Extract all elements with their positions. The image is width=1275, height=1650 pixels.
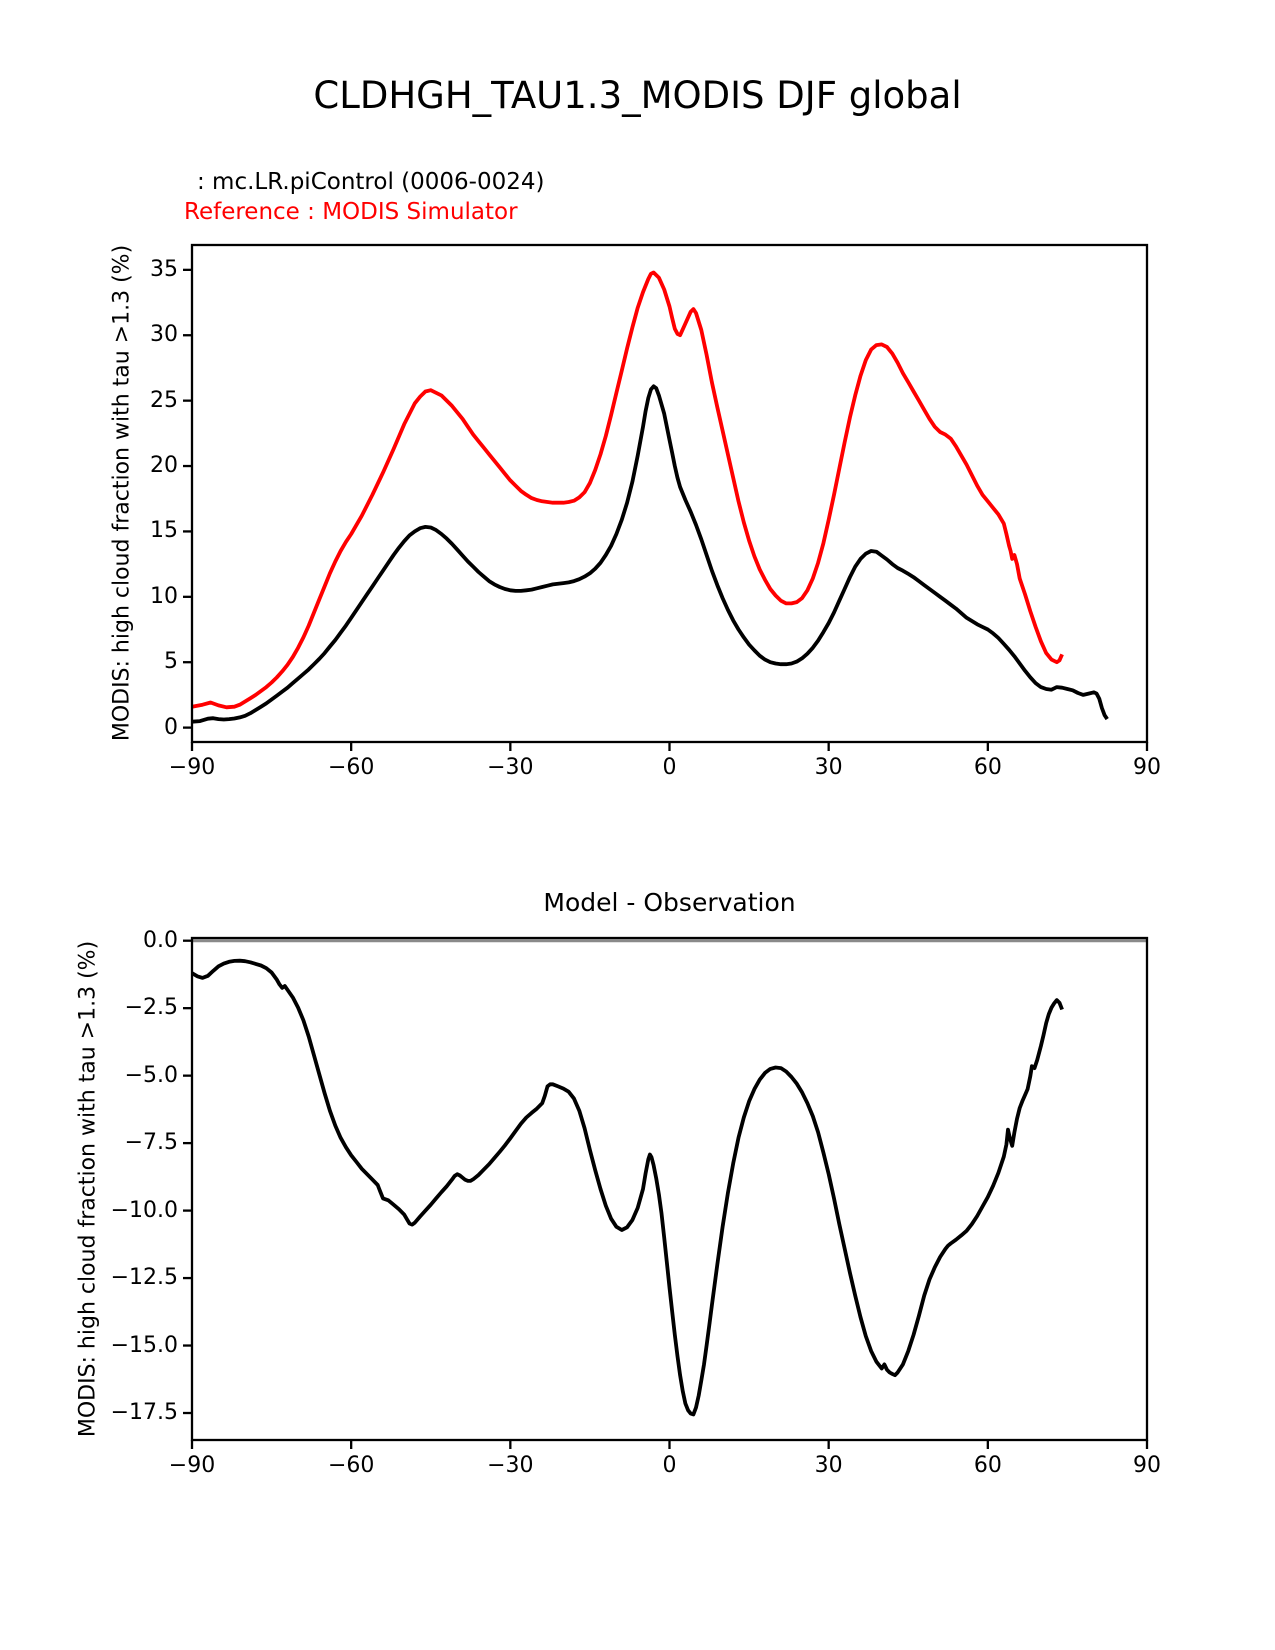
bottom-chart-ylabel: MODIS: high cloud fraction with tau >1.3 (%) [75, 940, 101, 1438]
top-ytick-label-7: 35 [150, 256, 178, 282]
bottom-ytick-label-7: −17.5 [110, 1400, 178, 1425]
top-ytick-label-2: 10 [150, 583, 178, 609]
top-xtick-label-5: 60 [973, 755, 1002, 780]
top-curve-model [192, 386, 1107, 721]
bottom-xtick-label-4: 30 [814, 1453, 843, 1478]
top-ytick-label-0: 0 [164, 714, 178, 740]
top-ytick-label-6: 30 [150, 322, 178, 348]
legend-reference-label: Reference : MODIS Simulator [184, 199, 518, 225]
bottom-ytick-label-1: −2.5 [124, 995, 178, 1021]
top-xtick-label-4: 30 [814, 755, 843, 780]
top-ytick-label-5: 25 [150, 387, 178, 413]
bottom-ytick-label-3: −7.5 [124, 1130, 178, 1156]
bottom-xtick-label-3: 0 [662, 1453, 677, 1478]
top-chart-ylabel: MODIS: high cloud fraction with tau >1.3 (%) [109, 244, 135, 742]
top-curve-reference [192, 273, 1062, 708]
top-xtick-label-2: −30 [487, 755, 534, 780]
figure-title: CLDHGH_TAU1.3_MODIS DJF global [313, 74, 962, 117]
top-xtick-label-0: −90 [168, 755, 216, 780]
bottom-ytick-label-2: −5.0 [124, 1062, 178, 1088]
top-xtick-label-6: 90 [1133, 755, 1161, 780]
top-ytick-label-4: 20 [150, 453, 178, 479]
bottom-ytick-label-4: −10.0 [110, 1197, 178, 1223]
bottom-curve-difference [192, 961, 1062, 1415]
bottom-chart-title: Model - Observation [543, 888, 796, 917]
top-ytick-label-1: 5 [164, 649, 178, 675]
bottom-xtick-label-2: −30 [487, 1453, 534, 1478]
top-xtick-label-1: −60 [327, 755, 375, 780]
legend-model-label: : mc.LR.piControl (0006-0024) [197, 169, 545, 195]
bottom-ytick-label-0: 0.0 [143, 927, 178, 953]
bottom-xtick-label-1: −60 [327, 1453, 375, 1478]
bottom-ytick-label-6: −15.0 [110, 1332, 178, 1358]
bottom-xtick-label-0: −90 [168, 1453, 216, 1478]
top-axes-frame [192, 245, 1147, 742]
top-xtick-label-3: 0 [662, 755, 677, 780]
bottom-axes-frame [192, 938, 1147, 1440]
bottom-xtick-label-5: 60 [973, 1453, 1002, 1478]
top-ytick-label-3: 15 [150, 518, 178, 544]
bottom-ytick-label-5: −12.5 [110, 1265, 178, 1291]
bottom-xtick-label-6: 90 [1133, 1453, 1161, 1478]
